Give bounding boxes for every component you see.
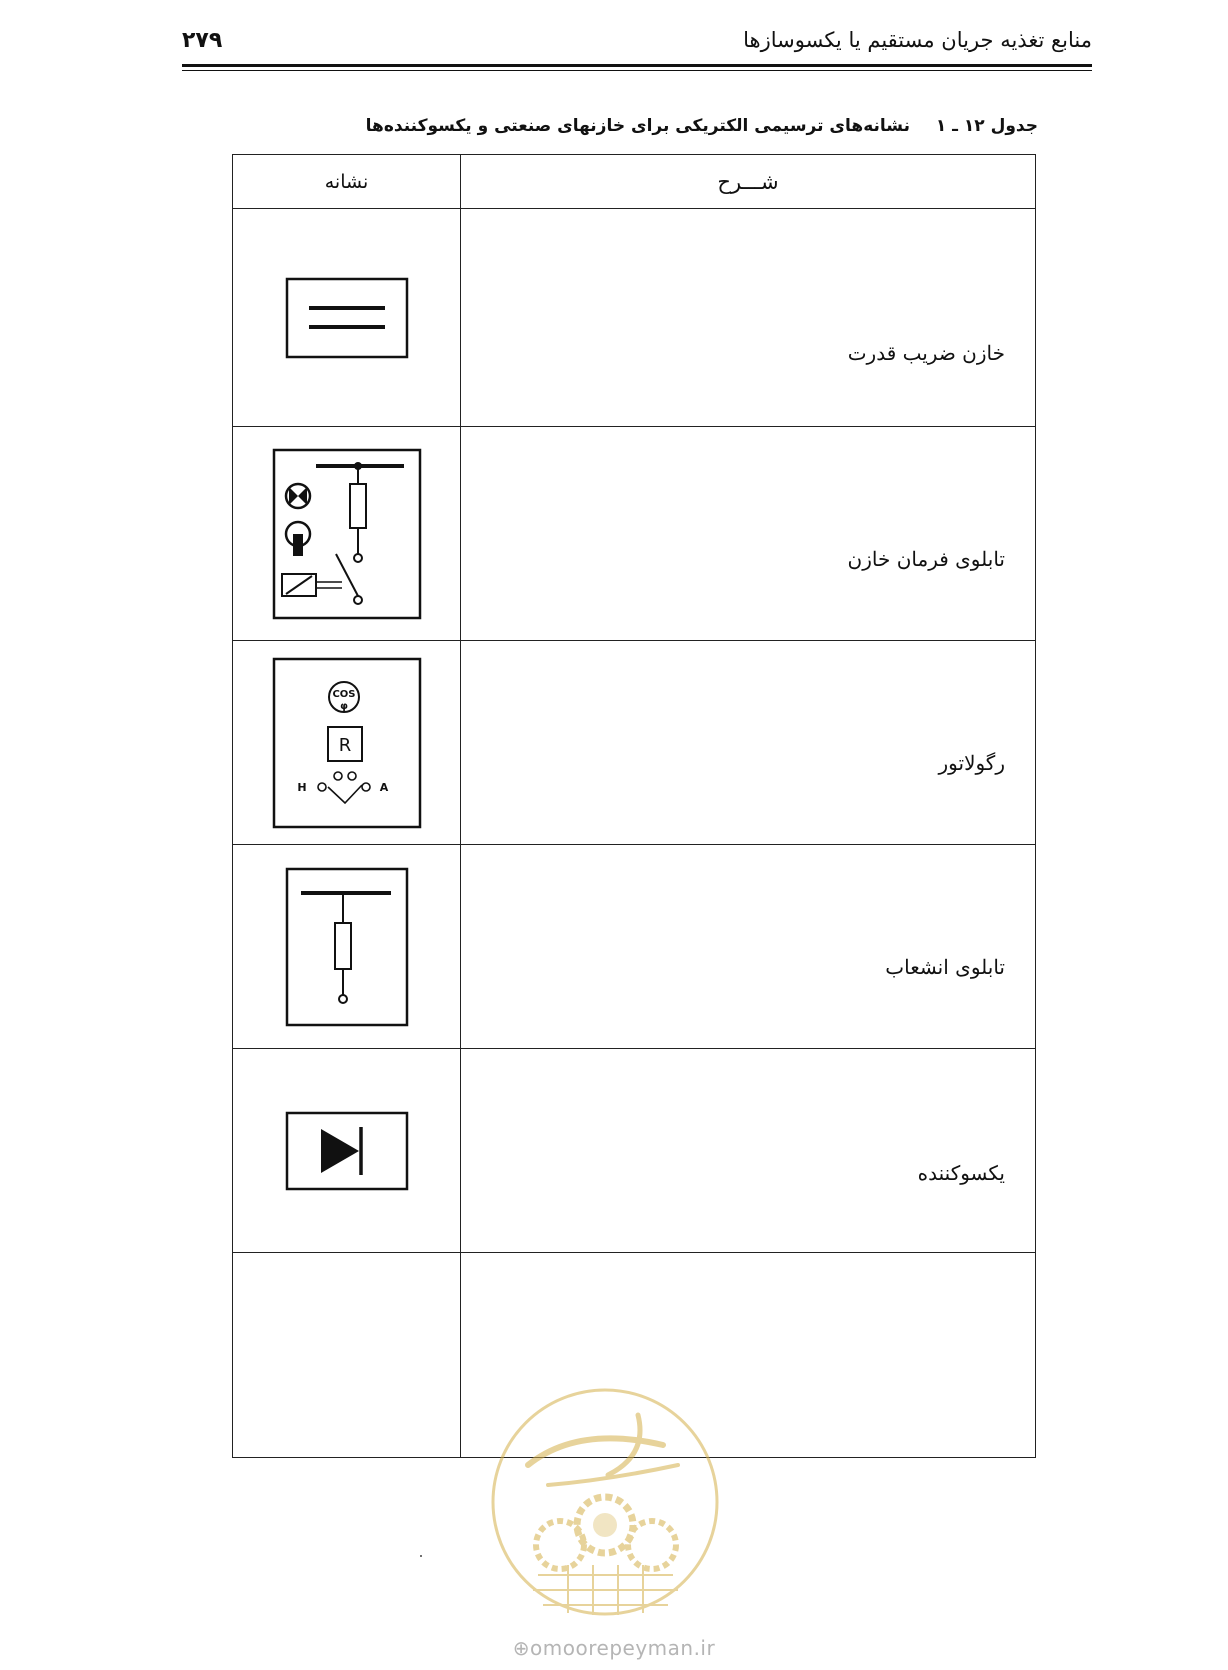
a-label: A [379, 780, 388, 794]
table-row [233, 641, 1035, 845]
header-rule-thick [182, 64, 1092, 67]
description-text: یکسوکننده [917, 1161, 1005, 1185]
watermark-logo [488, 1385, 723, 1620]
header-rule-thin [182, 70, 1092, 71]
table-caption [366, 116, 1038, 136]
description-cell [461, 1049, 1035, 1252]
globe-icon: ⊕ [512, 1636, 531, 1660]
capacitor-control-panel-icon [272, 448, 422, 620]
r-label: R [338, 734, 351, 756]
table-row [233, 209, 1035, 427]
caption-number: جدول ۱۲ ـ ۱ [935, 116, 1038, 136]
stray-dot [420, 1555, 422, 1557]
table-row [233, 845, 1035, 1049]
page-number: ۲۷۹ [182, 28, 223, 53]
symbol-cell [233, 209, 461, 426]
symbol-cell [233, 845, 461, 1048]
symbols-table [232, 154, 1036, 1458]
symbol-cell [233, 1253, 461, 1457]
description-text: تابلوی فرمان خازن [847, 547, 1005, 571]
h-label: H [296, 780, 307, 794]
watermark-url [0, 1636, 1228, 1660]
description-text: خازن ضریب قدرت [847, 341, 1005, 365]
symbol-cell [233, 427, 461, 640]
regulator-icon [272, 657, 422, 829]
symbol-cell [233, 1049, 461, 1252]
table-row [233, 1049, 1035, 1253]
description-text: رگولاتور [938, 751, 1005, 775]
header-symbol: نشانه [233, 155, 461, 208]
table-row [233, 427, 1035, 641]
table-header-row [233, 155, 1035, 209]
description-cell [461, 641, 1035, 844]
header-description: شـــرح [717, 169, 779, 194]
capacitor-icon [285, 277, 409, 359]
distribution-panel-icon [285, 867, 409, 1027]
rectifier-diode-icon [285, 1111, 409, 1191]
description-cell [461, 209, 1035, 426]
cos-label: COS [331, 688, 356, 700]
caption-title: نشانه‌های ترسیمی الکتریکی برای خازنهای صنعتی و یکسوکننده‌ها [365, 116, 910, 136]
watermark-url-text: omoorepeyman.ir [530, 1636, 716, 1660]
description-text: تابلوی انشعاب [885, 955, 1005, 979]
symbol-cell [233, 641, 461, 844]
description-cell [461, 845, 1035, 1048]
phi-label: φ [339, 700, 348, 712]
description-cell [461, 427, 1035, 640]
running-title: منابع تغذیه جریان مستقیم یا یکسوسازها [743, 28, 1092, 52]
